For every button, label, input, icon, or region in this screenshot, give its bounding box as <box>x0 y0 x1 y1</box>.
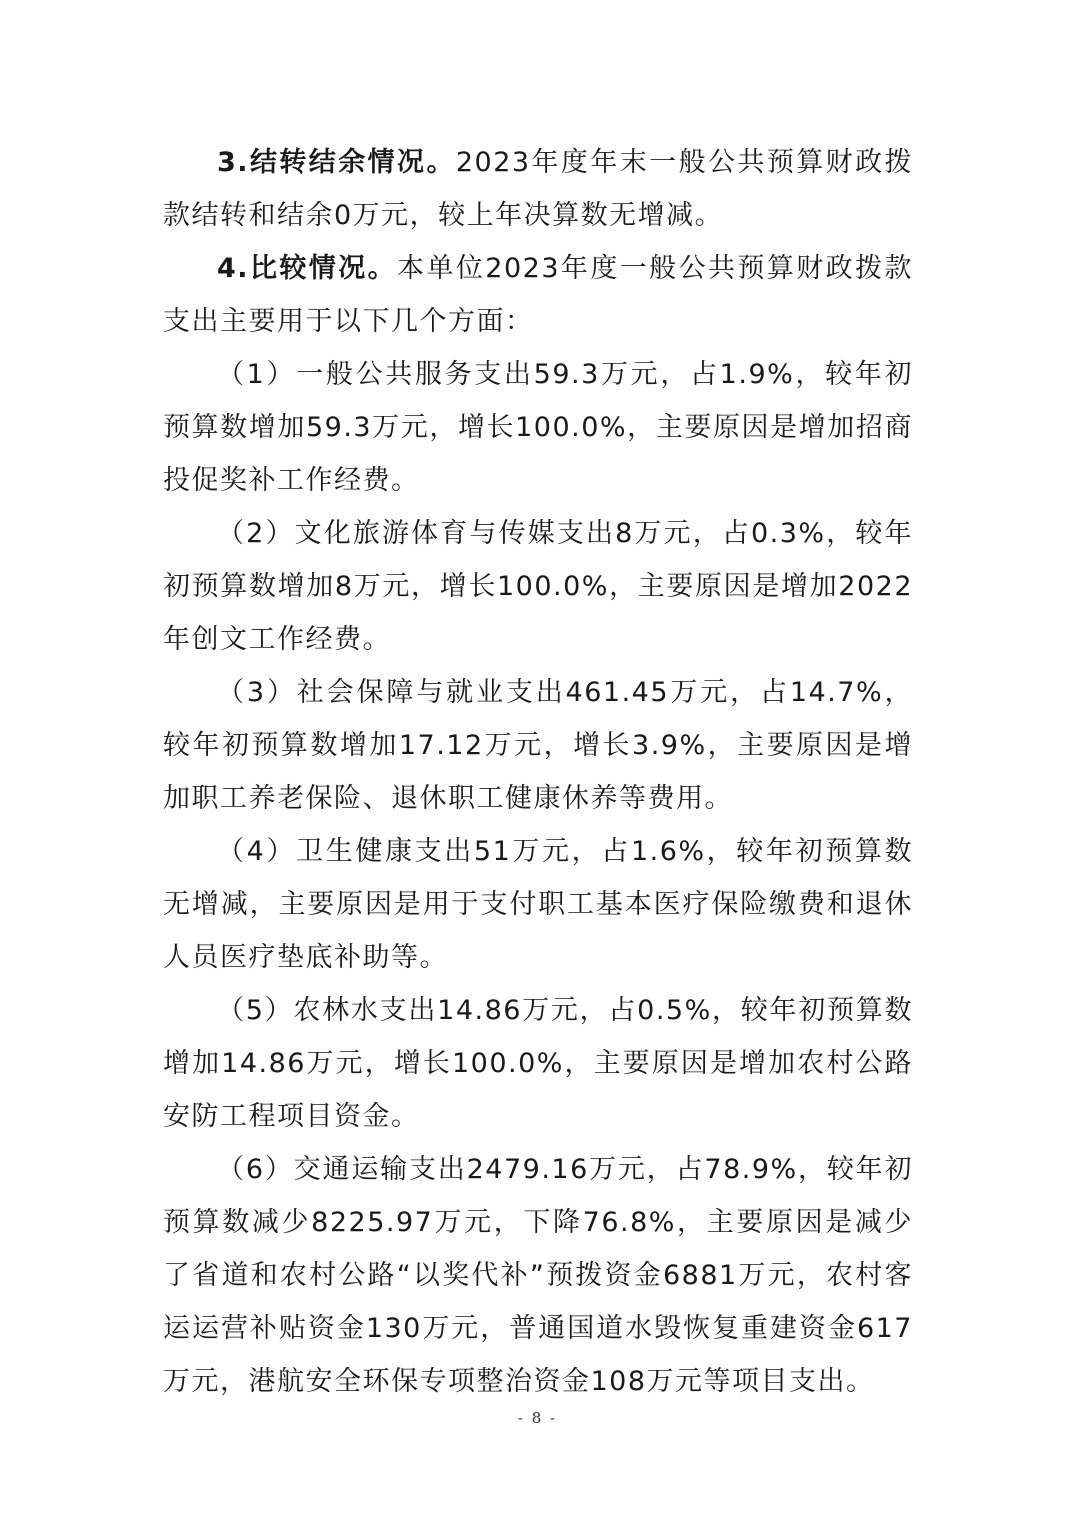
paragraph-item-5 <box>163 984 913 1143</box>
paragraph-text: 本单位2023年度一般公共预算财政拨款支出主要用于以下几个方面： <box>163 253 913 337</box>
paragraph-text: （6）交通运输支出2479.16万元，占78.9%，较年初预算数减少8225.97万元，下降76.8%，主要原因是减少了省道和农村公路“以奖代补”预拨资金6881万元，农村客运运营补贴资金130万元，普通国道水毁恢复重建资金617万元，港航安全环保专项整治资金108万元等项目支出。 <box>163 1154 913 1397</box>
paragraph-item-1 <box>163 348 913 507</box>
paragraph-carryover <box>163 136 913 242</box>
paragraph-item-6 <box>163 1143 913 1408</box>
paragraph-item-3 <box>163 666 913 825</box>
document-body <box>163 136 913 1408</box>
paragraph-text: （1）一般公共服务支出59.3万元，占1.9%，较年初预算数增加59.3万元，增长100.0%，主要原因是增加招商投促奖补工作经费。 <box>163 359 913 496</box>
paragraph-text: （5）农林水支出14.86万元，占0.5%，较年初预算数增加14.86万元，增长100.0%，主要原因是增加农村公路安防工程项目资金。 <box>163 995 913 1132</box>
paragraph-text: 2023年度年末一般公共预算财政拨款结转和结余0万元，较上年决算数无增减。 <box>163 147 913 231</box>
paragraph-heading: 4.比较情况。 <box>217 253 398 284</box>
paragraph-text: （2）文化旅游体育与传媒支出8万元，占0.3%，较年初预算数增加8万元，增长100.0%，主要原因是增加2022年创文工作经费。 <box>163 518 913 655</box>
paragraph-text: （3）社会保障与就业支出461.45万元，占14.7%，较年初预算数增加17.12万元，增长3.9%，主要原因是增加职工养老保险、退休职工健康休养等费用。 <box>163 677 913 814</box>
paragraph-text: （4）卫生健康支出51万元，占1.6%，较年初预算数无增减，主要原因是用于支付职工基本医疗保险缴费和退休人员医疗垫底补助等。 <box>163 836 913 973</box>
paragraph-comparison <box>163 242 913 348</box>
page-number: - 8 - <box>517 1409 558 1427</box>
paragraph-item-2 <box>163 507 913 666</box>
paragraph-heading: 3.结转结余情况。 <box>217 147 456 178</box>
paragraph-item-4 <box>163 825 913 984</box>
